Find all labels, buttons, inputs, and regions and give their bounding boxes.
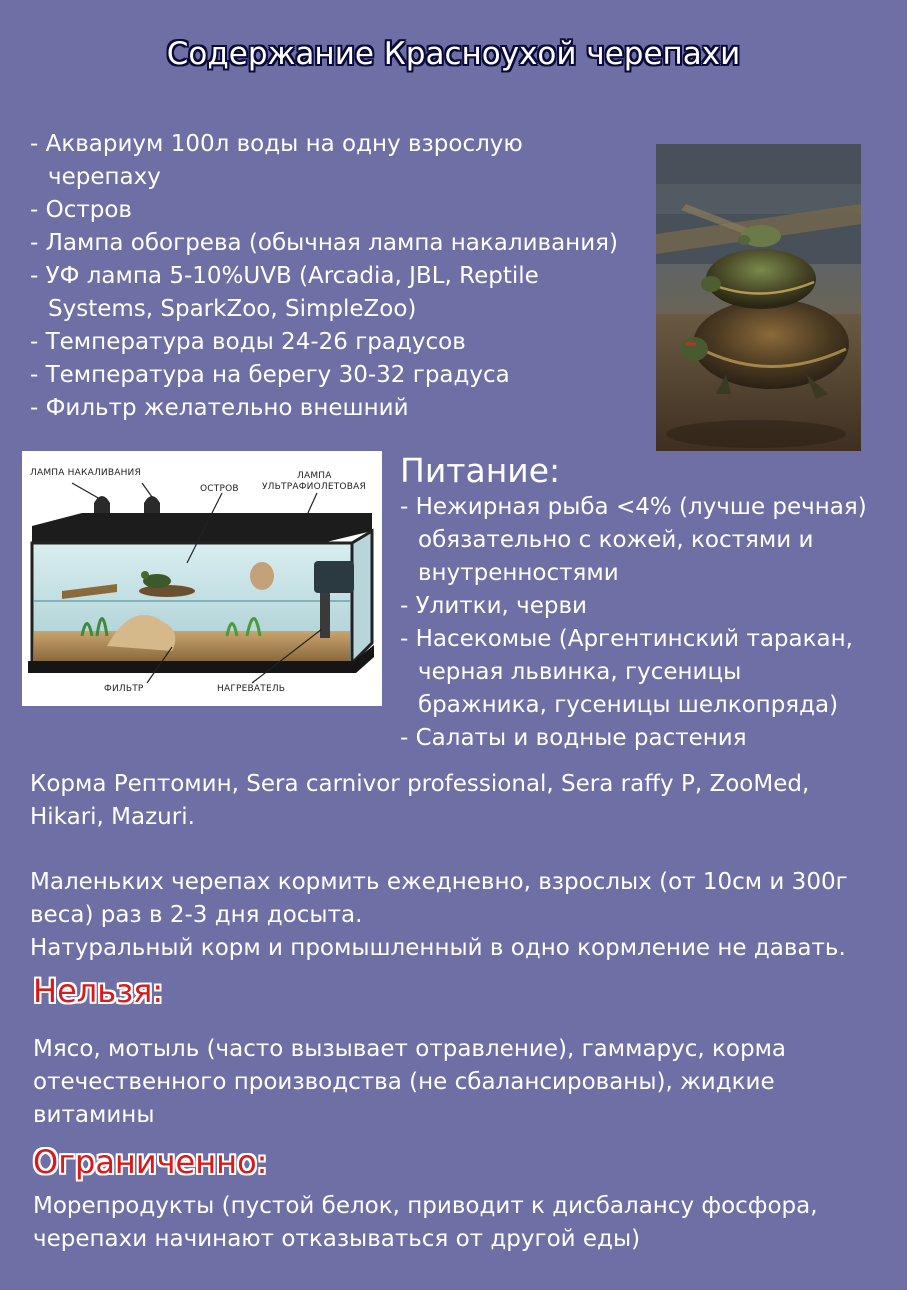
limited-paragraph — [33, 1190, 818, 1256]
list-item-text: черная львинка, гусеницы — [418, 659, 742, 685]
paragraph-line: витамины — [33, 1102, 155, 1128]
label-lamp: ЛАМПА НАКАЛИВАНИЯ — [30, 468, 141, 478]
turtle-photo — [656, 144, 861, 451]
list-item: - Температура воды 24-26 градусов — [30, 329, 466, 355]
list-item-text: черепаху — [48, 164, 161, 190]
equipment-list — [30, 128, 660, 425]
list-item: - Фильтр желательно внешний — [30, 395, 409, 421]
limited-heading: Ограниченно: — [33, 1143, 268, 1181]
forbidden-heading: Нельзя: — [33, 972, 164, 1010]
paragraph-line: черепахи начинают отказываться от другой еды) — [33, 1226, 641, 1252]
paragraph-line: веса) раз в 2-3 дня досыта. — [30, 902, 363, 928]
list-item: - Остров — [30, 197, 132, 223]
list-item-text: бражника, гусеницы шелкопряда) — [418, 692, 839, 718]
list-item — [30, 128, 660, 194]
label-uv-lamp-1: ЛАМПА — [297, 471, 332, 481]
label-uv-lamp-2: УЛЬТРАФИОЛЕТОВАЯ — [262, 482, 366, 492]
list-item: - Лампа обогрева (обычная лампа накаливания) — [30, 230, 618, 256]
paragraph-line: Маленьких черепах кормить ежедневно, взрослых (от 10см и 300г — [30, 869, 848, 895]
list-item — [400, 491, 905, 590]
feeds-paragraph — [30, 768, 809, 834]
label-filter: ФИЛЬТР — [104, 684, 144, 694]
label-island: ОСТРОВ — [200, 484, 239, 494]
list-item-text: - Насекомые (Аргентинский таракан, — [400, 626, 853, 652]
list-item-text: обязательно с кожей, костями и — [418, 527, 814, 553]
forbidden-paragraph — [33, 1033, 786, 1132]
list-item-text: - Аквариум 100л воды на одну взрослую — [30, 131, 523, 157]
list-item: - Температура на берегу 30-32 градуса — [30, 362, 510, 388]
nutrition-heading: Питание: — [400, 451, 561, 490]
nutrition-list — [400, 491, 905, 755]
list-item-text: - Нежирная рыба <4% (лучше речная) — [400, 494, 867, 520]
list-item: - Улитки, черви — [400, 593, 587, 619]
turtle-illustration — [656, 144, 861, 451]
list-item-text: внутренностями — [418, 560, 619, 586]
feeding-paragraph — [30, 866, 848, 965]
page-title: Содержание Красноухой черепахи — [166, 36, 741, 72]
paragraph-line: отечественного производства (не сбалансированы), жидкие — [33, 1069, 775, 1095]
paragraph-line: Мясо, мотыль (часто вызывает отравление), гаммарус, корма — [33, 1036, 787, 1062]
list-item-text: - УФ лампа 5-10%UVB (Arcadia, JBL, Reptile — [30, 263, 539, 289]
paragraph-line: Корма Рептомин, Sera carnivor professional, Sera raffy P, ZooMed, — [30, 771, 810, 797]
aquarium-diagram — [22, 451, 382, 706]
list-item-text: Systems, SparkZoo, SimpleZoo) — [48, 296, 417, 322]
list-item — [30, 260, 660, 326]
label-heater: НАГРЕВАТЕЛЬ — [217, 684, 286, 694]
list-item — [400, 623, 905, 722]
list-item: - Салаты и водные растения — [400, 725, 747, 751]
paragraph-line: Морепродукты (пустой белок, приводит к дисбалансу фосфора, — [33, 1193, 818, 1219]
paragraph-line: Hikari, Mazuri. — [30, 804, 195, 830]
paragraph-line: Натуральный корм и промышленный в одно кормление не давать. — [30, 935, 846, 961]
